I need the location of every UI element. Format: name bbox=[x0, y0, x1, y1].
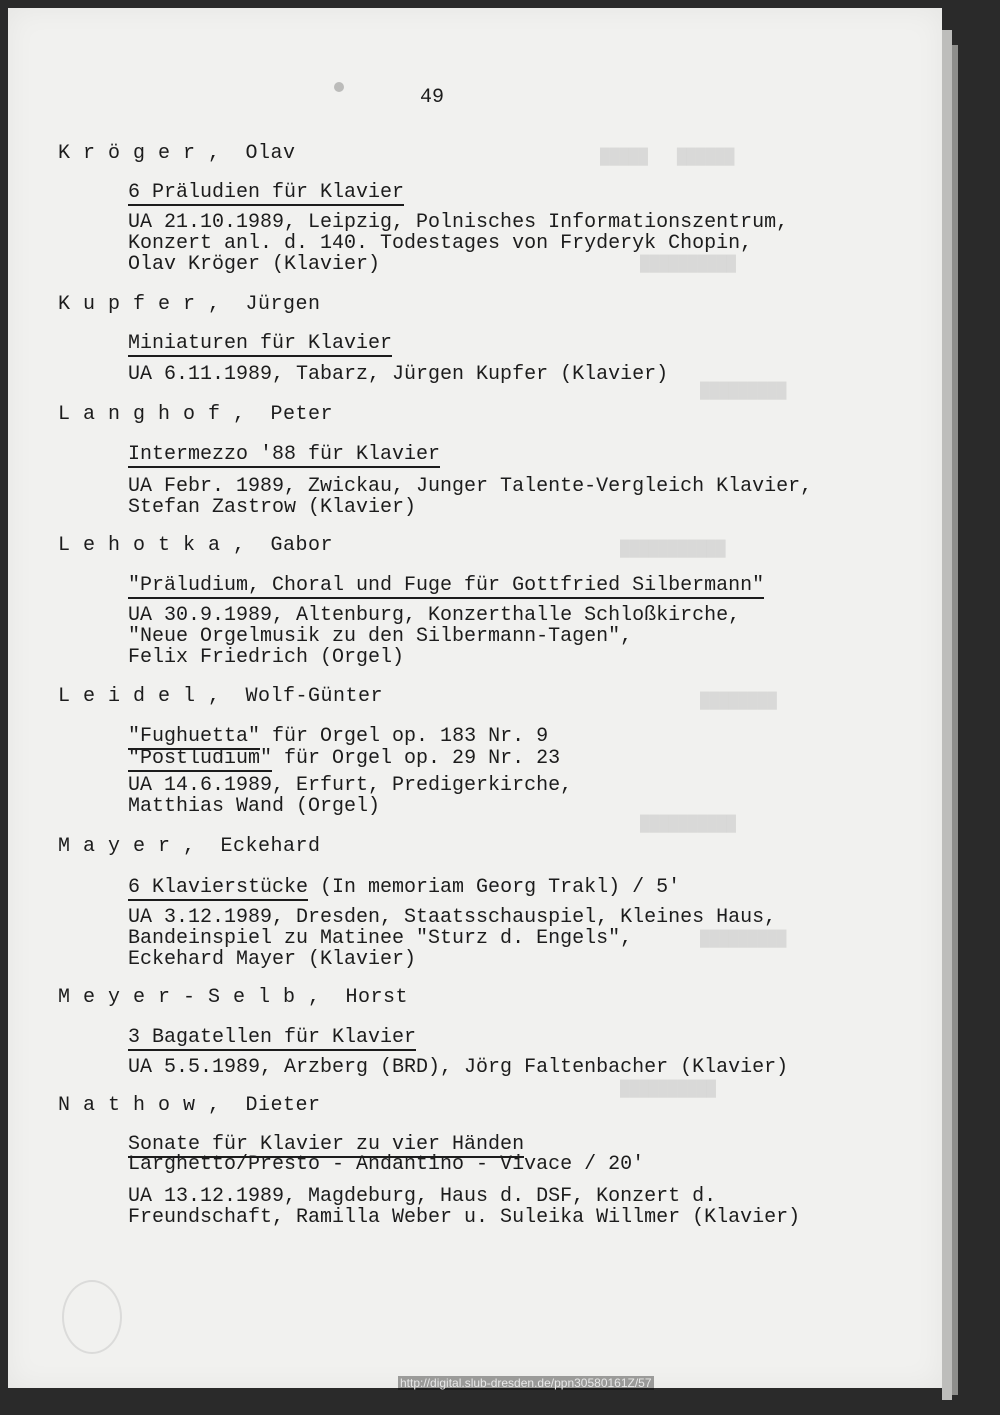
work-title: Miniaturen für Klavier bbox=[128, 332, 393, 355]
source-url[interactable]: http://digital.slub-dresden.de/ppn30580161Z/57 bbox=[400, 1376, 652, 1390]
composer-name: L e i d e l , Wolf-Günter bbox=[58, 685, 384, 708]
punch-mark bbox=[334, 82, 344, 92]
composer-name: L a n g h o f , Peter bbox=[58, 403, 334, 426]
performance-details: UA 6.11.1989, Tabarz, Jürgen Kupfer (Klavier) bbox=[128, 363, 669, 386]
work-title: 6 Klavierstücke (In memoriam Georg Trakl) / 5' bbox=[128, 876, 681, 899]
performance-details: UA 3.12.1989, Dresden, Staatsschauspiel, Kleines Haus, Bandeinspiel zu Matinee "Sturz d. Engels", Eckehard Mayer (Klavier) bbox=[128, 906, 777, 971]
work-title: Sonate für Klavier zu vier Händen bbox=[128, 1133, 525, 1156]
performance-details: UA 21.10.1989, Leipzig, Polnisches Informationszentrum, Konzert anl. d. 140. Todestages von Fryderyk Chopin, Olav Kröger (Klavier) bbox=[128, 211, 789, 276]
page-edge bbox=[942, 30, 952, 1400]
performance-details: UA 30.9.1989, Altenburg, Konzerthalle Schloßkirche, "Neue Orgelmusik zu den Silbermann-Tagen", Felix Friedrich (Orgel) bbox=[128, 604, 741, 669]
performance-details: UA 5.5.1989, Arzberg (BRD), Jörg Faltenbacher (Klavier) bbox=[128, 1056, 789, 1079]
composer-name: K u p f e r , Jürgen bbox=[58, 293, 321, 316]
work-title: "Postludium" für Orgel op. 29 Nr. 23 bbox=[128, 747, 561, 770]
page-edge-shadow bbox=[952, 45, 958, 1395]
performance-details: UA 13.12.1989, Magdeburg, Haus d. DSF, Konzert d. Freundschaft, Ramilla Weber u. Suleika Willmer (Klavier) bbox=[128, 1185, 801, 1229]
composer-name: M a y e r , Eckehard bbox=[58, 835, 321, 858]
library-stamp bbox=[62, 1280, 122, 1354]
page-number: 49 bbox=[420, 86, 445, 109]
composer-name: N a t h o w , Dieter bbox=[58, 1094, 321, 1117]
composer-name: M e y e r - S e l b , Horst bbox=[58, 986, 409, 1009]
work-title: 3 Bagatellen für Klavier bbox=[128, 1026, 417, 1049]
composer-name: K r ö g e r , Olav bbox=[58, 142, 296, 165]
work-title: 6 Präludien für Klavier bbox=[128, 181, 405, 204]
performance-details: UA 14.6.1989, Erfurt, Predigerkirche, Matthias Wand (Orgel) bbox=[128, 774, 573, 818]
performance-details: UA Febr. 1989, Zwickau, Junger Talente-Vergleich Klavier, Stefan Zastrow (Klavier) bbox=[128, 475, 813, 519]
work-title: Intermezzo '88 für Klavier bbox=[128, 443, 441, 466]
work-subtitle: Larghetto/Presto - Andantino - Vivace / 20' bbox=[128, 1153, 645, 1176]
composer-name: L e h o t k a , Gabor bbox=[58, 534, 334, 557]
work-title: "Präludium, Choral und Fuge für Gottfried Silbermann" bbox=[128, 574, 765, 597]
work-title: "Fughuetta" für Orgel op. 183 Nr. 9 bbox=[128, 725, 549, 748]
